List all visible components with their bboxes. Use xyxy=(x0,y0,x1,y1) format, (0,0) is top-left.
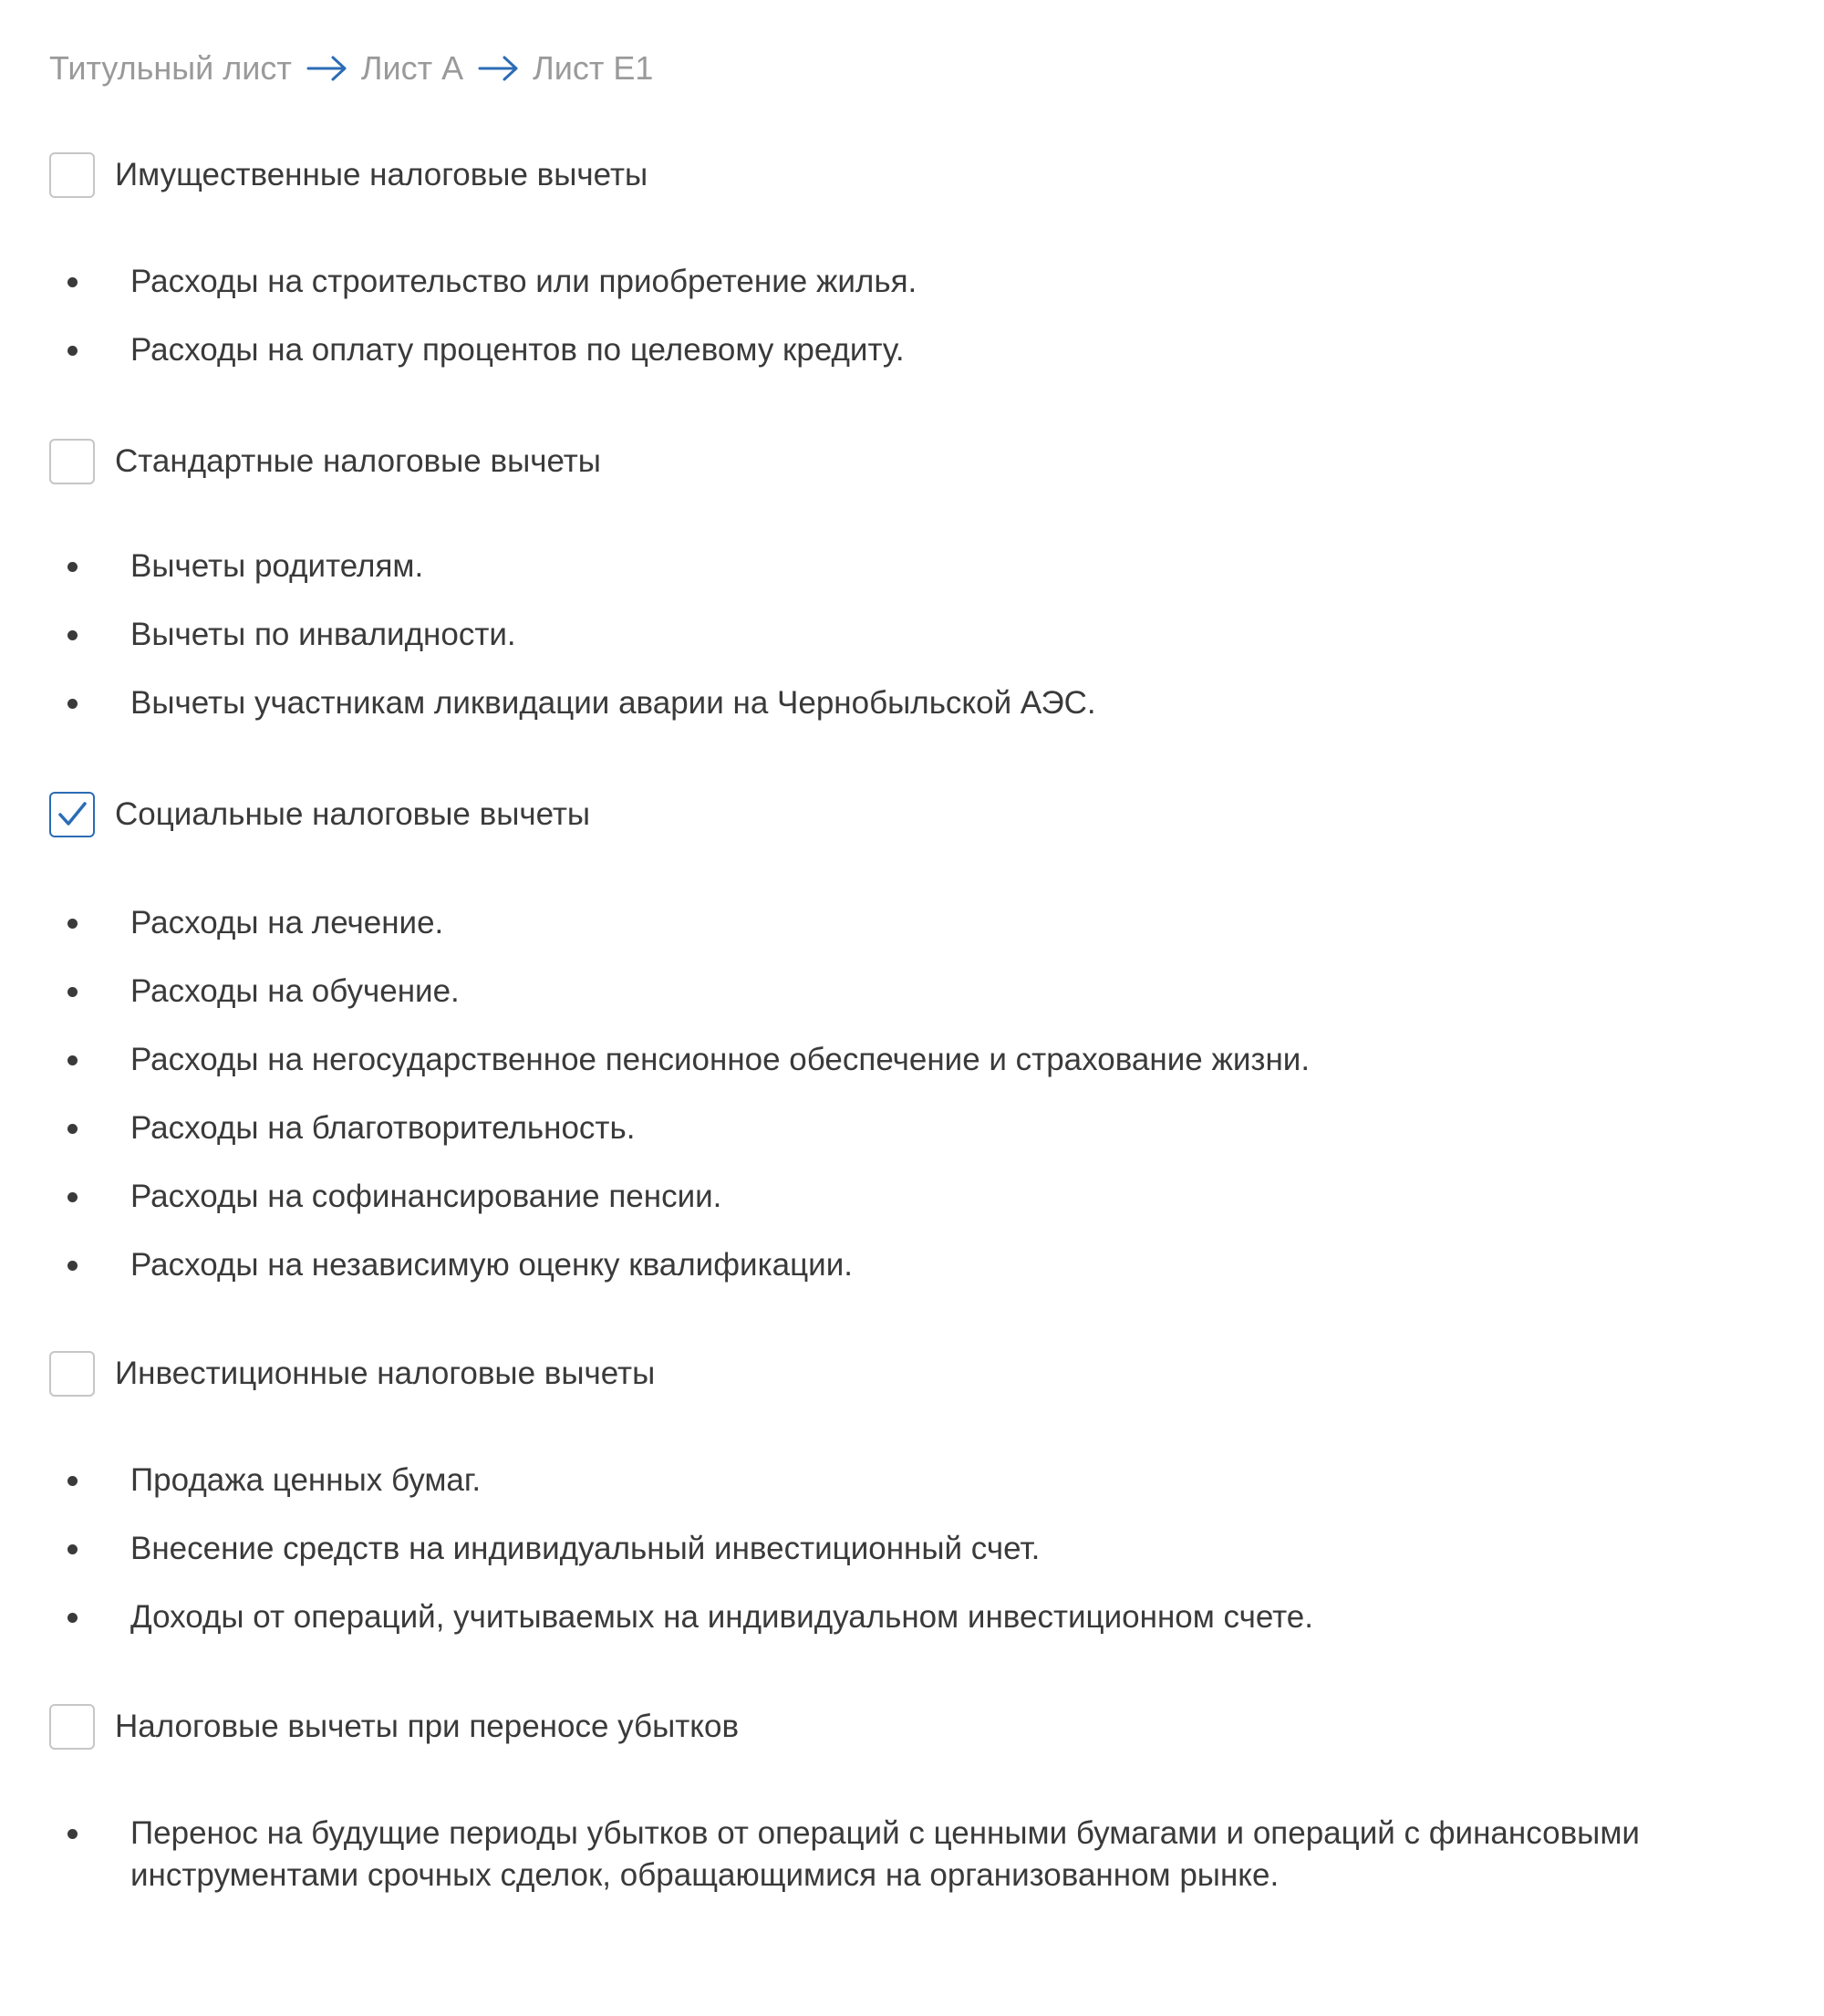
list-item: Вычеты родителям. xyxy=(49,546,1673,587)
list-item: Расходы на благотворительность. xyxy=(49,1107,1673,1149)
list-item: Продажа ценных бумаг. xyxy=(49,1460,1673,1502)
list-item: Расходы на лечение. xyxy=(49,902,1673,944)
loss-carryforward-option[interactable] xyxy=(49,1701,1673,1752)
list-item: Внесение средств на индивидуальный инвестиционный счет. xyxy=(49,1528,1673,1570)
list-item: Расходы на софинансирование пенсии. xyxy=(49,1176,1673,1218)
list-item: Расходы на негосударственное пенсионное обеспечение и страхование жизни. xyxy=(49,1039,1673,1081)
section-social-deductions xyxy=(49,789,1673,1286)
section-investment-deductions xyxy=(49,1348,1673,1638)
breadcrumb-item-title-sheet[interactable]: Титульный лист xyxy=(49,49,292,87)
standard-deductions-option[interactable] xyxy=(49,436,1673,487)
standard-deductions-label: Стандартные налоговые вычеты xyxy=(115,443,601,479)
social-deductions-label: Социальные налоговые вычеты xyxy=(115,796,591,832)
social-deductions-checkbox[interactable] xyxy=(49,792,95,837)
arrow-right-icon xyxy=(306,55,348,82)
loss-carryforward-label: Налоговые вычеты при переносе убытков xyxy=(115,1709,740,1744)
list-item: Перенос на будущие периоды убытков от операций с ценными бумагами и операций с финансовыми инструментами срочных сделок, обращающимися на организованном рынке. xyxy=(49,1813,1673,1896)
investment-deductions-list xyxy=(49,1460,1673,1638)
section-standard-deductions xyxy=(49,436,1673,724)
investment-deductions-checkbox[interactable] xyxy=(49,1351,95,1397)
section-loss-carryforward-deductions xyxy=(49,1701,1673,1896)
investment-deductions-option[interactable] xyxy=(49,1348,1673,1399)
list-item: Вычеты участникам ликвидации аварии на Чернобыльской АЭС. xyxy=(49,682,1673,724)
checkmark-icon xyxy=(54,796,90,833)
standard-deductions-list xyxy=(49,546,1673,724)
list-item: Расходы на независимую оценку квалификации. xyxy=(49,1244,1673,1286)
property-deductions-option[interactable] xyxy=(49,150,1673,201)
property-deductions-label: Имущественные налоговые вычеты xyxy=(115,157,648,192)
social-deductions-list xyxy=(49,902,1673,1286)
standard-deductions-checkbox[interactable] xyxy=(49,439,95,484)
breadcrumb-item-sheet-a[interactable]: Лист А xyxy=(360,49,464,87)
list-item: Расходы на строительство или приобретение жилья. xyxy=(49,261,1673,303)
breadcrumb xyxy=(49,46,653,91)
loss-carryforward-checkbox[interactable] xyxy=(49,1704,95,1750)
breadcrumb-item-sheet-e1[interactable]: Лист Е1 xyxy=(533,49,654,87)
social-deductions-option[interactable] xyxy=(49,789,1673,840)
property-deductions-list xyxy=(49,261,1673,371)
list-item: Расходы на обучение. xyxy=(49,971,1673,1013)
investment-deductions-label: Инвестиционные налоговые вычеты xyxy=(115,1356,656,1391)
list-item: Расходы на оплату процентов по целевому кредиту. xyxy=(49,329,1673,371)
list-item: Вычеты по инвалидности. xyxy=(49,614,1673,656)
loss-carryforward-list xyxy=(49,1813,1673,1896)
section-property-deductions xyxy=(49,150,1673,371)
property-deductions-checkbox[interactable] xyxy=(49,152,95,198)
list-item: Доходы от операций, учитываемых на индивидуальном инвестиционном счете. xyxy=(49,1596,1673,1638)
arrow-right-icon xyxy=(478,55,520,82)
